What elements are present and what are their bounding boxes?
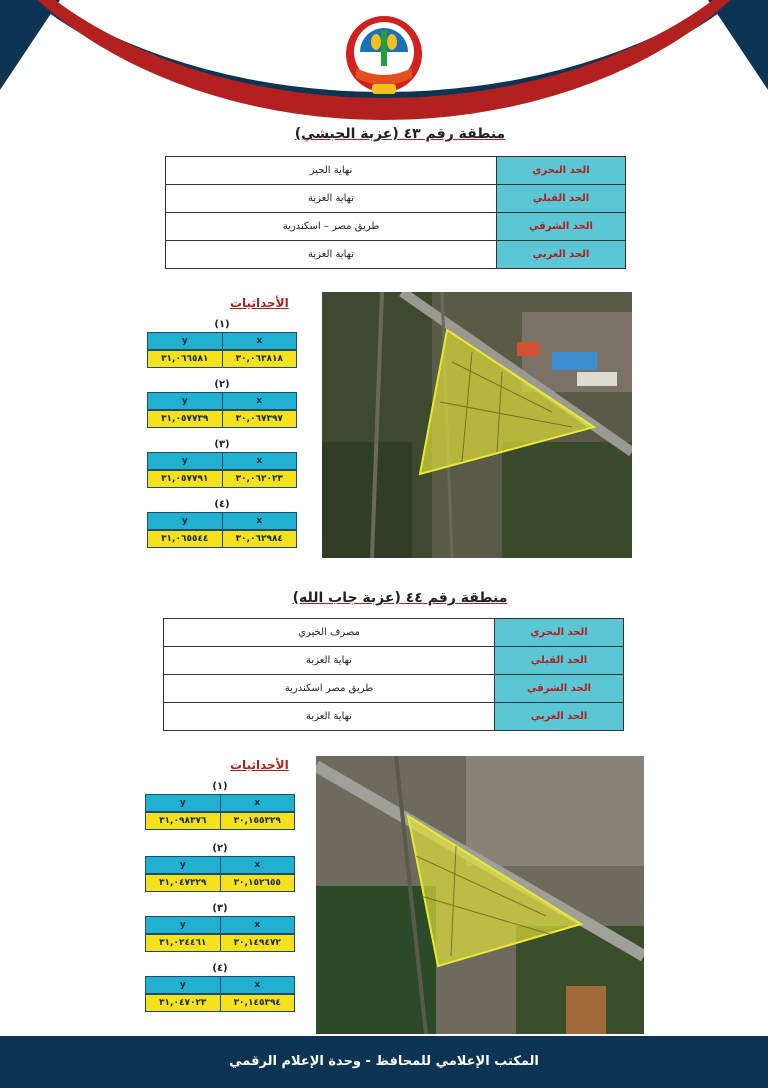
y-value: ٣١,٠٤٧٠٢٣ bbox=[146, 995, 221, 1011]
y-label: y bbox=[146, 857, 221, 873]
y-label: y bbox=[146, 917, 221, 933]
x-value: ٣٠,١٤٥٣٩٤ bbox=[221, 995, 295, 1011]
coord-number: (١) bbox=[212, 781, 228, 792]
section1-satellite-map bbox=[322, 292, 632, 558]
x-label: x bbox=[221, 795, 295, 811]
x-label: x bbox=[223, 393, 297, 409]
bound-label: الحد الشرقي bbox=[495, 675, 624, 703]
x-label: x bbox=[221, 977, 295, 993]
y-value: ٣١,٠٥٧٧٣٩ bbox=[148, 411, 223, 427]
coord-number: (٢) bbox=[214, 379, 230, 390]
x-value: ٣٠,٠٦٧٣٩٧ bbox=[223, 411, 297, 427]
coord-block bbox=[147, 318, 297, 368]
bound-label: الحد القبلي bbox=[497, 185, 626, 213]
x-label: x bbox=[223, 453, 297, 469]
table-row bbox=[164, 619, 624, 647]
bound-value: نهاية العزبة bbox=[164, 703, 495, 731]
y-label: y bbox=[146, 977, 221, 993]
x-value: ٣٠,١٥٢٦٥٥ bbox=[221, 875, 295, 891]
x-value: ٣٠,٠٦٢٩٨٤ bbox=[223, 531, 297, 547]
table-row bbox=[166, 241, 626, 269]
x-label: x bbox=[223, 333, 297, 349]
table-row bbox=[166, 185, 626, 213]
x-label: x bbox=[223, 513, 297, 529]
bound-label: الحد البحري bbox=[495, 619, 624, 647]
y-value: ٣١,٠٤٧٣٢٩ bbox=[146, 875, 221, 891]
coord-number: (٣) bbox=[212, 903, 228, 914]
bound-label: الحد البحري bbox=[497, 157, 626, 185]
table-row bbox=[166, 213, 626, 241]
bound-value: نهاية العزبة bbox=[164, 647, 495, 675]
coord-block bbox=[147, 498, 297, 548]
x-value: ٣٠,١٤٩٤٧٢ bbox=[221, 935, 295, 951]
bound-value: نهاية العزبة bbox=[166, 185, 497, 213]
table-row bbox=[166, 157, 626, 185]
coord-number: (١) bbox=[214, 319, 230, 330]
section1-bounds-table bbox=[165, 156, 626, 269]
x-value: ٣٠,٠٦٣٨١٨ bbox=[223, 351, 297, 367]
y-label: y bbox=[148, 453, 223, 469]
bound-label: الحد القبلي bbox=[495, 647, 624, 675]
governorate-logo bbox=[340, 12, 428, 100]
coord-number: (٣) bbox=[214, 439, 230, 450]
y-value: ٣١,٠٩٨٣٧٦ bbox=[146, 813, 221, 829]
y-value: ٣١,٠٦٦٥٨١ bbox=[148, 351, 223, 367]
coord-block bbox=[145, 842, 295, 892]
y-label: y bbox=[146, 795, 221, 811]
coord-block bbox=[147, 438, 297, 488]
coord-number: (٤) bbox=[214, 499, 230, 510]
bound-value: مصرف الخيري bbox=[164, 619, 495, 647]
y-value: ٣١,٠٦٥٥٤٤ bbox=[148, 531, 223, 547]
table-row bbox=[164, 675, 624, 703]
bound-value: نهاية العزبة bbox=[166, 241, 497, 269]
x-label: x bbox=[221, 857, 295, 873]
coord-block bbox=[145, 902, 295, 952]
x-label: x bbox=[221, 917, 295, 933]
coord-number: (٢) bbox=[212, 843, 228, 854]
x-value: ٣٠,١٥٥٣٢٩ bbox=[221, 813, 295, 829]
coord-block bbox=[145, 780, 295, 830]
table-row bbox=[164, 703, 624, 731]
y-value: ٣١,٠٢٤٤٦١ bbox=[146, 935, 221, 951]
footer-banner: المكتب الإعلامي للمحافظ - وحدة الإعلام الرقمي bbox=[0, 1036, 768, 1088]
bound-label: الحد الغربي bbox=[495, 703, 624, 731]
coord-block bbox=[147, 378, 297, 428]
y-value: ٣١,٠٥٧٧٩١ bbox=[148, 471, 223, 487]
x-value: ٣٠,٠٦٢٠٢٣ bbox=[223, 471, 297, 487]
section1-title: منطقة رقم ٤٣ (عزبة الحبشي) bbox=[294, 126, 506, 142]
section1-coords-title: الأحداثيات bbox=[230, 296, 289, 310]
section2-title: منطقة رقم ٤٤ (عزبة جاب الله) bbox=[292, 590, 508, 606]
y-label: y bbox=[148, 333, 223, 349]
section2-coords-title: الأحداثيات bbox=[230, 758, 289, 772]
bound-label: الحد الغربي bbox=[497, 241, 626, 269]
bound-value: طريق مصر – اسكندرية bbox=[166, 213, 497, 241]
y-label: y bbox=[148, 393, 223, 409]
bound-value: طريق مصر اسكندرية bbox=[164, 675, 495, 703]
bound-value: نهاية الحيز bbox=[166, 157, 497, 185]
bound-label: الحد الشرقي bbox=[497, 213, 626, 241]
section2-satellite-map bbox=[316, 756, 644, 1034]
table-row bbox=[164, 647, 624, 675]
section2-bounds-table bbox=[163, 618, 624, 731]
coord-number: (٤) bbox=[212, 963, 228, 974]
coord-block bbox=[145, 962, 295, 1012]
y-label: y bbox=[148, 513, 223, 529]
